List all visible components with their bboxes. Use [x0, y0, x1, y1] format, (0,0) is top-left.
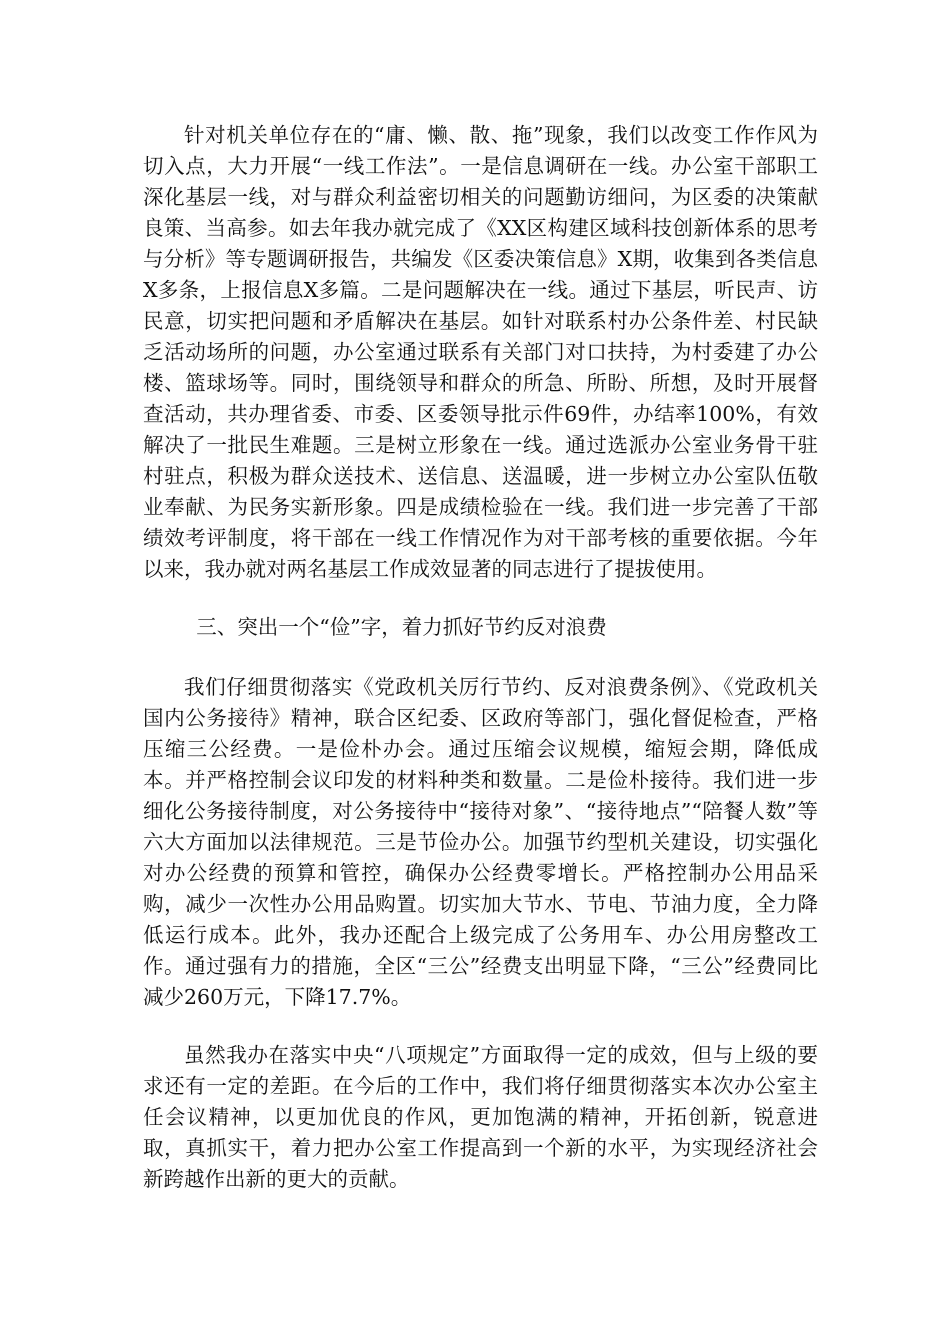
paragraph-spacer [143, 1013, 818, 1040]
paragraph-conclusion: 虽然我办在落实中央“八项规定”方面取得一定的成效，但与上级的要求还有一定的差距。在今后的工作中，我们将仔细贯彻落实本次办公室主任会议精神，以更加优良的作风，更加饱满的精神，开拓创新，锐意进取，真抓实干，着力把办公室工作提高到一个新的水平，为实现经济社会新跨越作出新的更大的贡献。 [143, 1043, 818, 1191]
section-heading-frugality: 三、突出一个“俭”字，着力抓好节约反对浪费 [196, 615, 607, 639]
paragraph-work-style: 针对机关单位存在的“庸、懒、散、拖”现象，我们以改变工作作风为切入点，大力开展“一线工作法”。一是信息调研在一线。办公室干部职工深化基层一线，对与群众利益密切相关的问题勤访细问，为区委的决策献良策、当高参。如去年我办就完成了《XX区构建区域科技创新体系的思考与分析》等专题调研报告，共编发《区委决策信息》X期，收集到各类信息X多条，上报信息X多篇。二是问题解决在一线。通过下基层，听民声、访民意，切实把问题和矛盾解决在基层。如针对联系村办公条件差、村民缺乏活动场所的问题，办公室通过联系有关部门对口扶持，为村委建了办公楼、篮球场等。同时，围绕领导和群众的所急、所盼、所想，及时开展督查活动，共办理省委、市委、区委领导批示件69件，办结率100%，有效解决了一批民生难题。三是树立形象在一线。通过选派办公室业务骨干驻村驻点，积极为群众送技术、送信息、送温暖，进一步树立办公室队伍敬业奉献、为民务实新形象。四是成绩检验在一线。我们进一步完善了干部绩效考评制度，将干部在一线工作情况作为对干部考核的重要依据。今年以来，我办就对两名基层工作成效显著的同志进行了提拔使用。 [143, 123, 818, 581]
paragraph-spacer [143, 585, 818, 612]
paragraph-spacer [143, 643, 818, 672]
document-body [143, 120, 818, 1195]
paragraph-frugality: 我们仔细贯彻落实《党政机关厉行节约、反对浪费条例》、《党政机关国内公务接待》精神，联合区纪委、区政府等部门，强化督促检查，严格压缩三公经费。一是俭朴办会。通过压缩会议规模，缩短会期，降低成本。并严格控制会议印发的材料种类和数量。二是俭朴接待。我们进一步细化公务接待制度，对公务接待中“接待对象”、“接待地点”“陪餐人数”等六大方面加以法律规范。三是节俭办公。加强节约型机关建设，切实强化对办公经费的预算和管控，确保办公经费零增长。严格控制办公用品采购，减少一次性办公用品购置。切实加大节水、节电、节油力度，全力降低运行成本。此外，我办还配合上级完成了公务用车、办公用房整改工作。通过强有力的措施，全区“三公”经费支出明显下降，“三公”经费同比减少260万元，下降17.7%。 [143, 675, 818, 1009]
